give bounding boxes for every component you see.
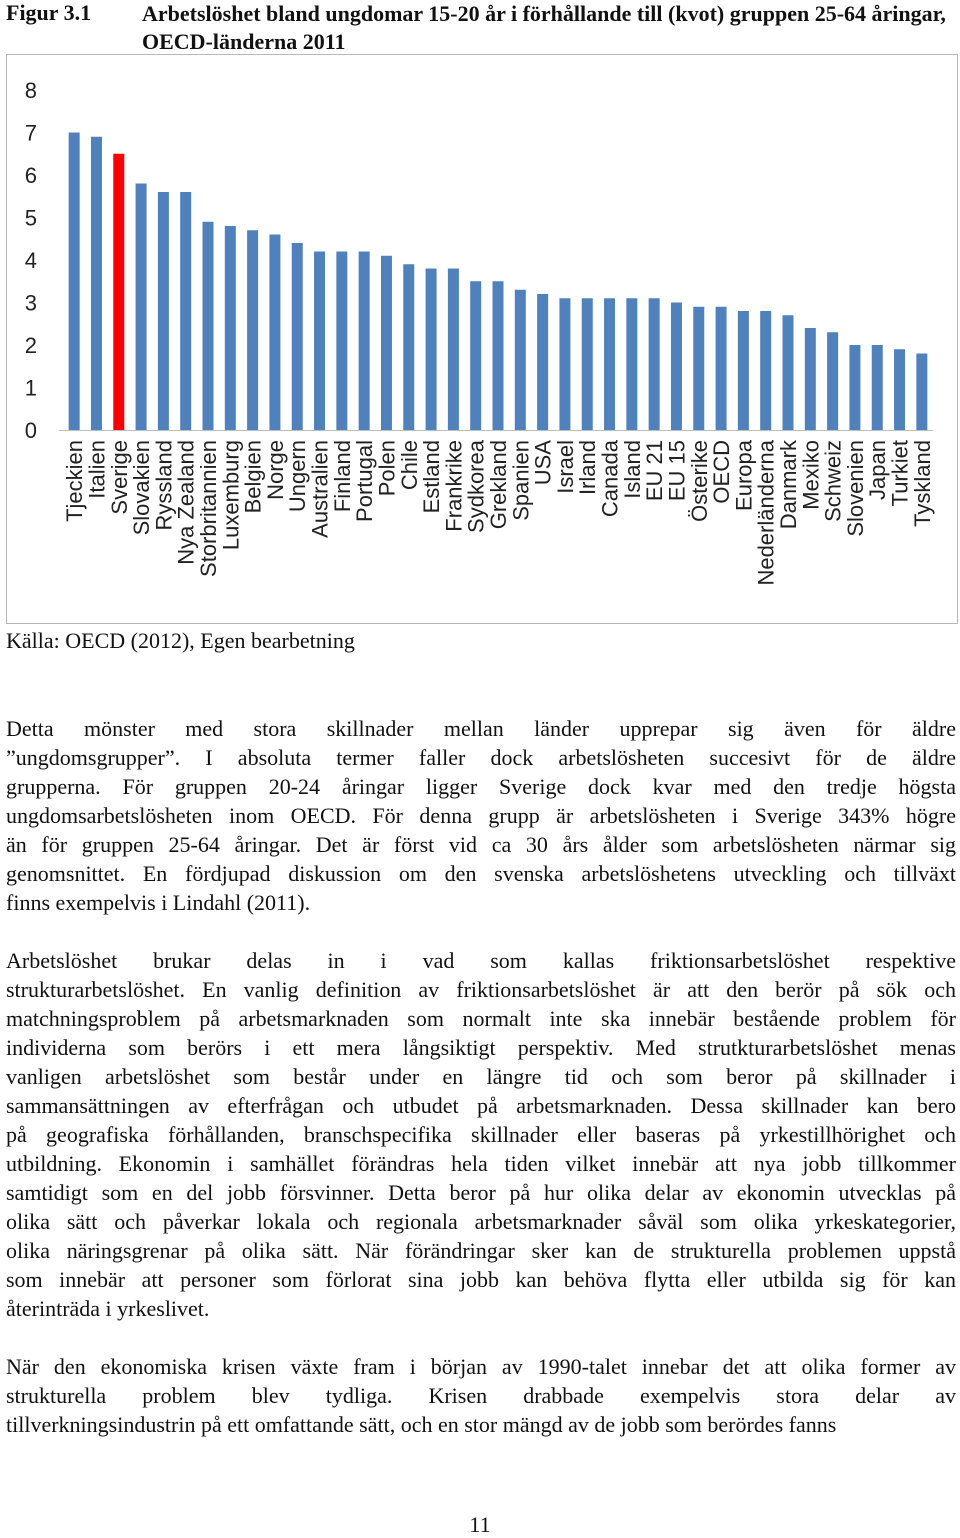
figure-title: Arbetslöshet bland ungdomar 15-20 år i förhållande till (kvot) gruppen 25-64 åringar, OECD-länderna 2011 [142,1,946,54]
bar-eu-15 [671,303,682,431]
x-tick-label: Estland [419,440,445,514]
x-tick-label: EU 21 [642,440,668,502]
y-tick-label: 2 [24,333,37,358]
bar-canada [604,298,615,430]
y-tick-label: 1 [24,375,37,401]
bar-italien [91,137,102,430]
paragraph-line: När den ekonomiska krisen växte fram i början av 1990-talet innebar det att olika former av [6,1354,956,1379]
y-tick-label: 8 [24,78,37,103]
bar-chart [6,54,958,624]
bar-ungern [292,243,303,430]
x-tick-label: Danmark [776,440,801,530]
x-tick-label: Canada [597,440,623,518]
bar-schweiz [827,332,838,430]
x-tick-label: Schweiz [820,440,846,522]
bar-danmark [783,315,794,430]
x-tick-label: Tjeckien [62,440,88,522]
paragraph-line: vanligen arbetslöshet som består under en längre tid och som beror på skillnader i [6,1064,956,1089]
bar-spanien [515,290,526,430]
x-tick-label: Frankrike [441,440,467,532]
bar-tyskland [916,354,927,431]
bar-irland [582,298,593,430]
paragraph-line: finns exempelvis i Lindahl (2011). [6,890,311,915]
x-tick-label: Italien [84,440,110,499]
x-tick-label: Japan [865,440,891,500]
x-tick-label: EU 15 [664,440,690,502]
bar-slovenien [849,345,860,430]
bar-sydkorea [470,281,481,430]
bar-chile [403,264,414,430]
paragraph-line: grupperna. För gruppen 20-24 åringar ligger Sverige dock kvar med den tredje högsta [6,774,956,799]
paragraph-line: individerna som berörs i ett mera långsiktigt perspektiv. Med strutkturarbetslöshet menas [6,1035,956,1060]
bar-finland [336,252,347,431]
x-tick-label: Nya Zealand [173,440,199,565]
paragraph-line: som innebär att personer som förlorat sina jobb kan behöva flytta eller utbilda sig för kan [6,1267,956,1292]
x-tick-label: Tyskland [909,440,935,527]
bar-tjeckien [69,133,80,431]
bar-island [626,298,637,430]
paragraph [6,714,956,917]
x-tick-label: Belgien [240,440,266,514]
paragraph-line: än för gruppen 25-64 åringar. Det är först vid ca 30 års ålder som arbetslösheten närmar sig [6,832,956,857]
source-note: Källa: OECD (2012), Egen bearbetning [6,628,355,653]
paragraph-line: Arbetslöshet brukar delas in i vad som kallas friktionsarbetslöshet respektive [6,948,956,973]
paragraph-line: olika näringsgrenar på olika sätt. När förändringar sker kan de strukturella problemen uppstå [6,1238,956,1263]
bar-eu-21 [649,298,660,430]
bar-chart-svg [7,55,959,625]
bar-slovakien [136,184,147,431]
paragraph-line: Detta mönster med stora skillnader mellan länder upprepar sig även för äldre [6,716,956,741]
paragraph-line: tillverkningsindustrin på ett omfattande sätt, och en stor mängd av de jobb som berördes fanns [6,1412,837,1437]
x-tick-label: USA [530,440,556,486]
paragraph-line: matchningsproblem på arbetsmarknaden som normalt inte ska innebär bestående problem för [6,1006,956,1031]
x-tick-label: Luxemburg [218,440,244,551]
x-tick-label: Ryssland [151,440,177,531]
bar-israel [559,298,570,430]
x-tick-label: Mexiko [798,440,824,510]
x-tick-label: Finland [329,440,355,513]
x-tick-label: Chile [396,440,422,491]
x-tick-label: Ungern [285,440,311,513]
bar-frankrike [448,269,459,431]
bar-turkiet [894,349,905,430]
paragraph-line: strukturella problem blev tydliga. Krisen drabbade exempelvis stora delar av [6,1383,956,1408]
x-tick-label: Polen [374,440,400,497]
figure-number: Figur 3.1 [6,0,92,25]
bar-norge [269,235,280,431]
bar-mexiko [805,328,816,430]
x-tick-label: Spanien [508,440,534,521]
bar-australien [314,252,325,431]
bar-polen [381,256,392,430]
bar-sverige [113,154,124,430]
paragraph-line: samtidigt som en del jobb försvinner. Detta beror på hur olika delar av ekonomin utvecklas på [6,1180,956,1205]
paragraph-line: sammansättningen av efterfrågan och utbudet på arbetsmarknaden. Dessa skillnader kan bero [6,1093,956,1118]
x-tick-label: Portugal [352,440,378,522]
x-tick-label: Australien [307,440,333,538]
x-tick-label: Island [619,440,645,499]
paragraph-line: ungdomsarbetslösheten inom OECD. För denna grupp är arbetslösheten i Sverige 343% högre [6,803,956,828]
bar-portugal [359,252,370,431]
paragraph-line: ”ungdomsgrupper”. I absoluta termer faller dock arbetslösheten succesivt för de äldre [6,745,956,770]
paragraph-line: strukturarbetslöshet. En vanlig definition av friktionsarbetslöshet är att den berör på sök och [6,977,956,1002]
bar-japan [872,345,883,430]
paragraph [6,1352,956,1439]
bar-luxemburg [225,226,236,430]
x-tick-label: Turkiet [887,440,913,507]
bar-oecd [716,307,727,430]
paragraph [6,946,956,1323]
y-tick-label: 6 [24,163,37,188]
bar-nya-zealand [180,192,191,430]
paragraph-line: på geografiska förhållanden, branschspecifika skillnader eller baseras på yrkestillhörighet och [6,1122,956,1147]
x-tick-label: Nederländerna [753,440,779,586]
paragraph-line: återinträda i yrkeslivet. [6,1296,210,1321]
bar-europa [738,311,749,430]
x-tick-label: Grekland [486,440,511,530]
x-tick-label: Storbritannien [196,440,221,577]
x-tick-label: Österike [686,440,712,522]
paragraph-line: utbildning. Ekonomin i samhället förändras hela tiden vilket innebär att nya jobb tillkommer [6,1151,956,1176]
bar-storbritannien [203,222,214,430]
bar-ryssland [158,192,169,430]
y-tick-label: 3 [24,290,37,316]
bar-estland [426,269,437,431]
y-tick-label: 0 [24,418,37,443]
x-tick-label: Europa [731,440,757,511]
y-tick-label: 4 [24,248,37,273]
page-number: 11 [469,1512,491,1537]
x-tick-label: Slovenien [842,440,868,537]
paragraph-line: olika sätt och påverkar lokala och regionala arbetsmarknader såväl som olika yrkeskategorier, [6,1209,956,1234]
bar-österike [693,307,704,430]
x-tick-label: Israel [552,440,578,494]
paragraph-line: genomsnittet. En fördjupad diskussion om den svenska arbetslöshetens utveckling och tillväxt [6,861,956,886]
y-tick-label: 7 [24,120,37,146]
x-tick-label: OECD [709,440,735,504]
bar-belgien [247,230,258,430]
bar-nederländerna [760,311,771,430]
x-tick-label: Irland [575,440,601,496]
x-tick-label: Sydkorea [463,440,489,533]
x-tick-label: Norge [262,440,288,500]
bar-usa [537,294,548,430]
x-tick-label: Sverige [106,440,132,515]
x-tick-label: Slovakien [129,440,155,536]
y-tick-label: 5 [24,205,37,231]
bar-grekland [493,281,504,430]
